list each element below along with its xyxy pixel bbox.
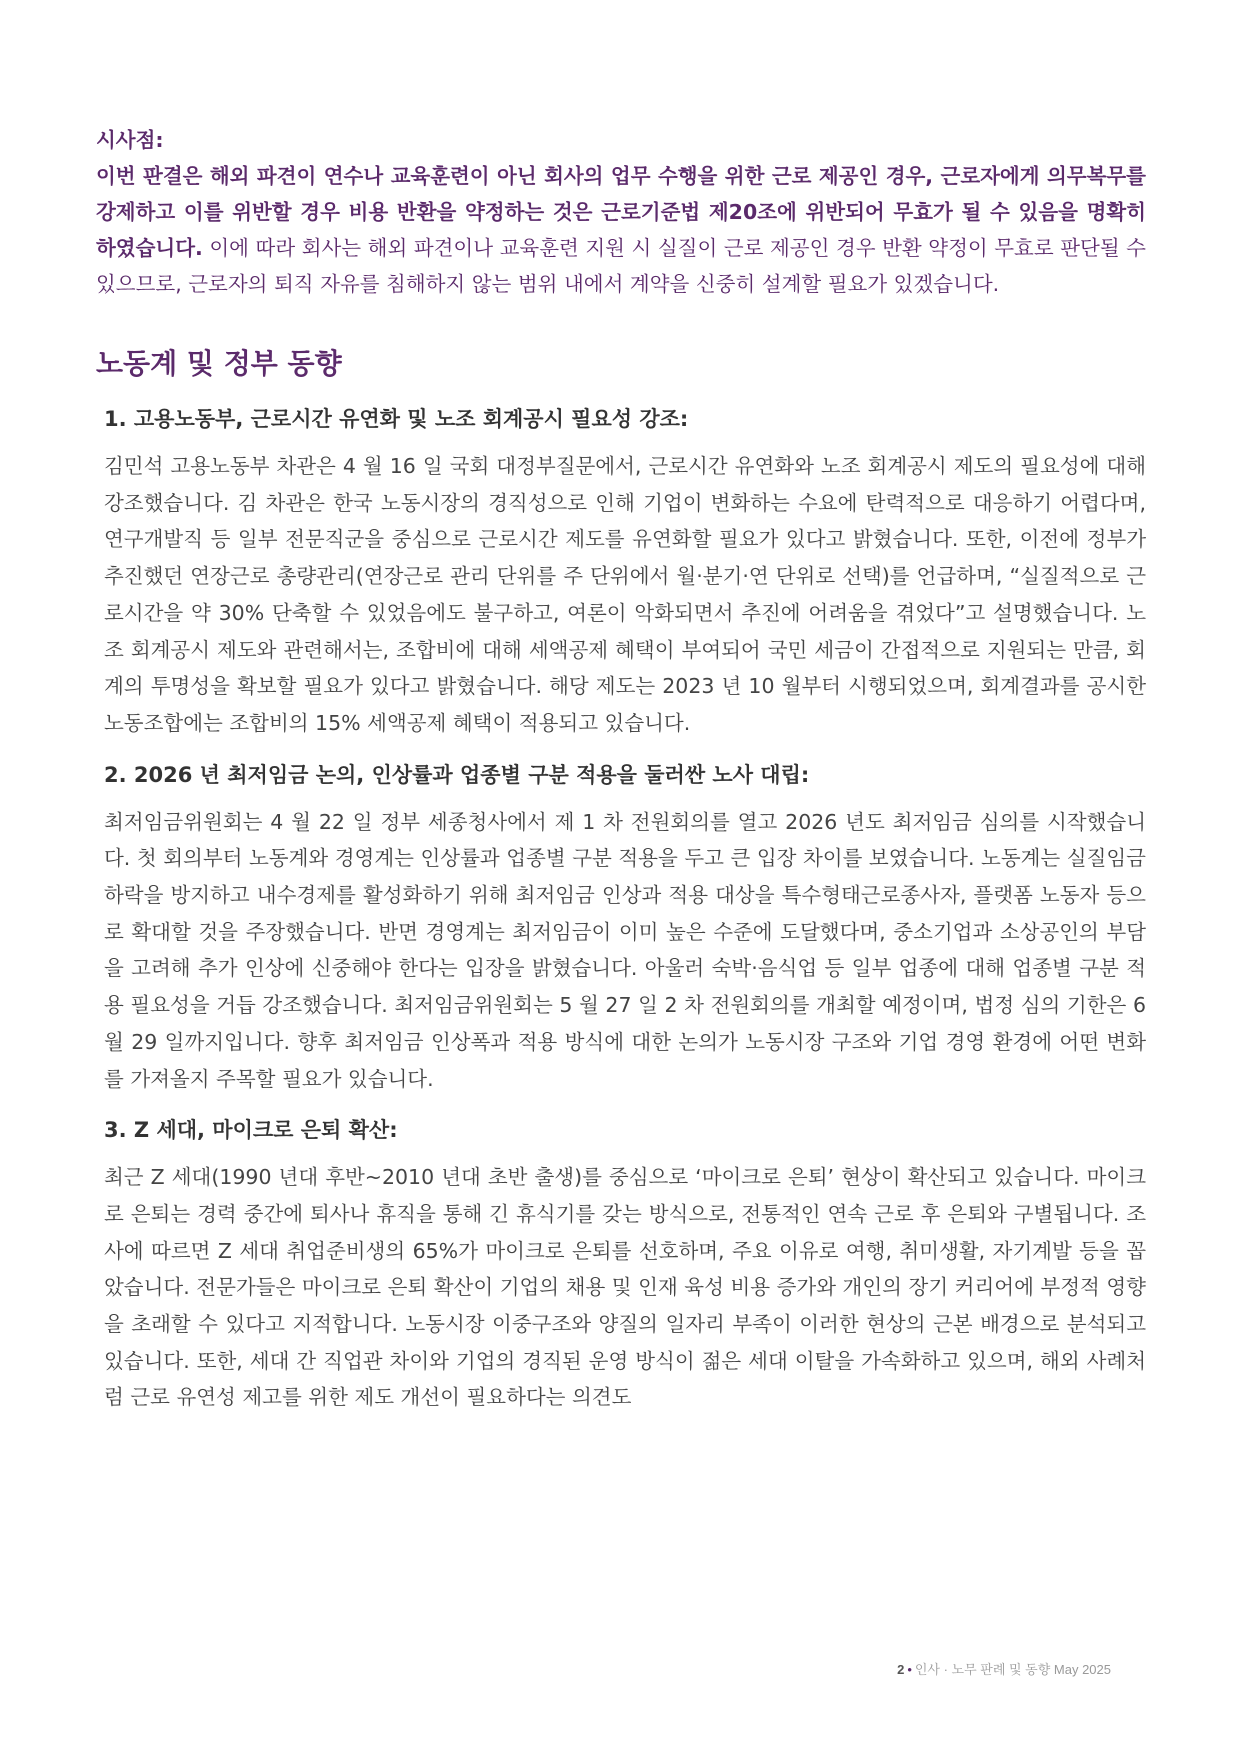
news-item bbox=[104, 758, 1146, 1098]
news-title: 3. Z 세대, 마이크로 은퇴 확산: bbox=[104, 1118, 398, 1143]
news-list bbox=[96, 402, 1146, 1416]
publication-title: 인사 · 노무 판례 및 동향 May 2025 bbox=[914, 1662, 1111, 1677]
page-number: 2 bbox=[897, 1662, 905, 1677]
section-title: 노동계 및 정부 동향 bbox=[96, 347, 342, 380]
news-title: 1. 고용노동부, 근로시간 유연화 및 노조 회계공시 필요성 강조: bbox=[104, 407, 689, 431]
news-item bbox=[104, 1113, 1146, 1416]
implication-bold-text: 이번 판결은 해외 파견이 연수나 교육훈련이 아닌 회사의 업무 수행을 위한 근로 제공인 경우, 근로자에게 의무복무를 강제하고 이를 위반할 경우 비용 반환을 약정하는 것은 근로기준법 제20조에 위반되어 무효가 될 수 있음을 명확히 하였습니다. bbox=[96, 164, 1146, 260]
news-title: 2. 2026 년 최저임금 논의, 인상률과 업종별 구분 적용을 둘러싼 노사 대립: bbox=[104, 762, 810, 787]
implication-label: 시사점: bbox=[96, 128, 164, 152]
news-body: 최저임금위원회는 4 월 22 일 정부 세종청사에서 제 1 차 전원회의를 열고 2026 년도 최저임금 심의를 시작했습니다. 첫 회의부터 노동계와 경영계는 인상률과 업종별 구분 적용을 두고 큰 입장 차이를 보였습니다. 노동계는 실질임금 하락을 방지하고 내수경제를 활성화하기 위해 최저임금 인상과 적용 대상을 특수형태근로종사자, 플랫폼 노동자 등으로 확대할 것을 주장했습니다. 반면 경영계는 최저임금이 이미 높은 수준에 도달했다며, 중소기업과 소상공인의 부담을 고려해 추가 인상에 신중해야 한다는 입장을 밝혔습니다. 아울러 숙박·음식업 등 일부 업종에 대해 업종별 구분 적용 필요성을 거듭 강조했습니다. 최저임금위원회는 5 월 27 일 2 차 전원회의를 개최할 예정이며, 법정 심의 기한은 6 월 29 일까지입니다. 향후 최저임금 인상폭과 적용 방식에 대한 논의가 노동시장 구조와 기업 경영 환경에 어떤 변화를 가져올지 주목할 필요가 있습니다. bbox=[104, 809, 1146, 1091]
news-body: 김민석 고용노동부 차관은 4 월 16 일 국회 대정부질문에서, 근로시간 유연화와 노조 회계공시 제도의 필요성에 대해 강조했습니다. 김 차관은 한국 노동시장의 경직성으로 인해 기업이 변화하는 수요에 탄력적으로 대응하기 어렵다며, 연구개발직 등 일부 전문직군을 중심으로 근로시간 제도를 유연화할 필요가 있다고 밝혔습니다. 또한, 이전에 정부가 추진했던 연장근로 총량관리(연장근로 관리 단위를 주 단위에서 월·분기·연 단위로 선택)를 언급하며, “실질적으로 근로시간을 약 30% 단축할 수 있었음에도 불구하고, 여론이 악화되면서 추진에 어려움을 겪었다”고 설명했습니다. 노조 회계공시 제도와 관련해서는, 조합비에 대해 세액공제 혜택이 부여되어 국민 세금이 간접적으로 지원되는 만큼, 회계의 투명성을 확보할 필요가 있다고 밝혔습니다. 해당 제도는 2023 년 10 월부터 시행되었으며, 회계결과를 공시한 노동조합에는 조합비의 15% 세액공제 혜택이 적용되고 있습니다. bbox=[104, 454, 1146, 735]
news-item bbox=[104, 402, 1146, 742]
news-body: 최근 Z 세대(1990 년대 후반~2010 년대 초반 출생)를 중심으로 ‘마이크로 은퇴’ 현상이 확산되고 있습니다. 마이크로 은퇴는 경력 중간에 퇴사나 휴직을 통해 긴 휴식기를 갖는 방식으로, 전통적인 연속 근로 후 은퇴와 구별됩니다. 조사에 따르면 Z 세대 취업준비생의 65%가 마이크로 은퇴를 선호하며, 주요 이유로 여행, 취미생활, 자기계발 등을 꼽았습니다. 전문가들은 마이크로 은퇴 확산이 기업의 채용 및 인재 육성 비용 증가와 개인의 장기 커리어에 부정적 영향을 초래할 수 있다고 지적합니다. 노동시장 이중구조와 양질의 일자리 부족이 이러한 현상의 근본 배경으로 분석되고 있습니다. 또한, 세대 간 직업관 차이와 기업의 경직된 운영 방식이 젊은 세대 이탈을 가속화하고 있으며, 해외 사례처럼 근로 유연성 제고를 위한 제도 개선이 필요하다는 의견도 bbox=[104, 1165, 1146, 1410]
page-content bbox=[96, 122, 1146, 1416]
implication-paragraph bbox=[96, 122, 1146, 302]
implication-normal-text: 이에 따라 회사는 해외 파견이나 교육훈련 지원 시 실질이 근로 제공인 경우 반환 약정이 무효로 판단될 수 있으므로, 근로자의 퇴직 자유를 침해하지 않는 범위 내에서 계약을 신중히 설계할 필요가 있겠습니다. bbox=[96, 236, 1146, 296]
page-footer bbox=[897, 1659, 1111, 1678]
footer-separator: • bbox=[907, 1662, 912, 1677]
